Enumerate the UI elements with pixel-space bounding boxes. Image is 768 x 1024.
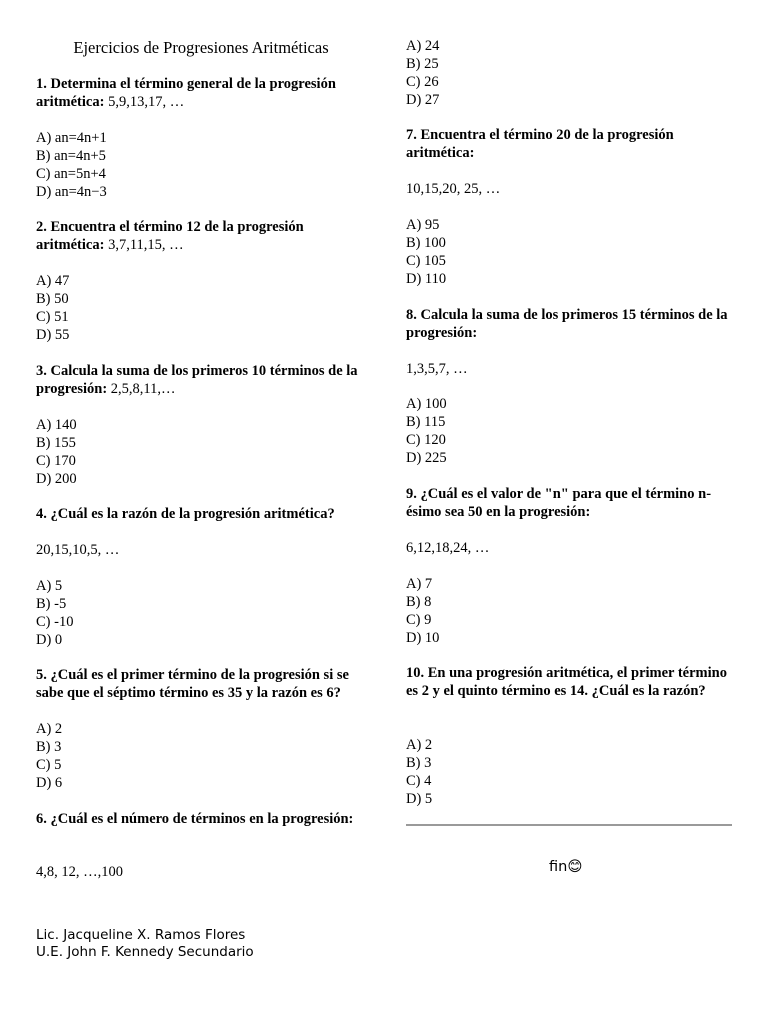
worksheet-title: Ejercicios de Progresiones Aritméticas	[73, 38, 329, 57]
option-a: A) 2	[406, 737, 433, 753]
option-d: D) 200	[36, 471, 77, 487]
option-c: C) 5	[36, 757, 62, 773]
option-b: B) 100	[406, 235, 446, 251]
option-b: B) 115	[406, 414, 446, 430]
question-1-prompt: 1. Determina el término general de la progresión aritmética:	[36, 76, 336, 110]
question-1-sequence: 5,9,13,17, …	[104, 94, 185, 110]
option-a: A) 24	[406, 38, 440, 54]
question-10-prompt: 10. En una progresión aritmética, el primer término es 2 y el quinto término es 14. ¿Cuál es la razón?	[406, 665, 727, 699]
option-a: A) an=4n+1	[36, 130, 107, 146]
option-b: B) 50	[36, 291, 69, 307]
question-3	[36, 362, 371, 398]
question-6	[36, 810, 371, 828]
option-d: D) an=4n−3	[36, 184, 107, 200]
question-4-sequence: 20,15,10,5, …	[36, 542, 120, 558]
option-b: B) 3	[36, 739, 62, 755]
option-d: D) 5	[406, 791, 433, 807]
question-3-options	[36, 416, 77, 488]
option-a: A) 140	[36, 417, 77, 433]
option-c: C) -10	[36, 614, 74, 630]
question-4-prompt: 4. ¿Cuál es la razón de la progresión aritmética?	[36, 506, 335, 522]
question-7-prompt: 7. Encuentra el término 20 de la progresión aritmética:	[406, 127, 674, 161]
option-d: D) 10	[406, 630, 440, 646]
question-8	[406, 306, 741, 342]
author-name: Lic. Jacqueline X. Ramos Flores	[36, 927, 246, 943]
option-a: A) 47	[36, 273, 70, 289]
question-5-prompt: 5. ¿Cuál es el primer término de la progresión si se sabe que el séptimo término es 35 y la razón es 6?	[36, 667, 349, 701]
question-1	[36, 75, 371, 111]
question-8-prompt: 8. Calcula la suma de los primeros 15 términos de la progresión:	[406, 307, 728, 341]
option-c: C) an=5n+4	[36, 166, 106, 182]
option-b: B) 3	[406, 755, 432, 771]
option-d: D) 6	[36, 775, 63, 791]
option-a: A) 7	[406, 576, 433, 592]
option-c: C) 51	[36, 309, 69, 325]
question-1-options	[36, 129, 107, 201]
option-a: A) 2	[36, 721, 63, 737]
question-10	[406, 664, 741, 700]
question-2	[36, 218, 371, 254]
question-2-sequence: 3,7,11,15, …	[104, 237, 184, 253]
question-4-options	[36, 577, 73, 649]
question-5-options	[36, 720, 62, 792]
option-a: A) 95	[406, 217, 440, 233]
footer	[36, 927, 254, 961]
option-d: D) 0	[36, 632, 63, 648]
option-c: C) 4	[406, 773, 432, 789]
question-2-prompt: 2. Encuentra el término 12 de la progresión aritmética:	[36, 219, 304, 253]
question-4	[36, 505, 371, 523]
question-9	[406, 485, 741, 521]
fin-label: fin😊	[549, 859, 583, 875]
option-c: C) 105	[406, 253, 446, 269]
question-3-prompt: 3. Calcula la suma de los primeros 10 términos de la progresión:	[36, 363, 358, 397]
option-b: B) 25	[406, 56, 439, 72]
option-c: C) 120	[406, 432, 446, 448]
question-9-options	[406, 575, 439, 647]
end-divider	[406, 824, 732, 826]
question-8-sequence: 1,3,5,7, …	[406, 361, 468, 377]
question-6-prompt: 6. ¿Cuál es el número de términos en la progresión:	[36, 811, 354, 827]
option-c: C) 9	[406, 612, 432, 628]
option-b: B) 8	[406, 594, 432, 610]
question-9-sequence: 6,12,18,24, …	[406, 540, 490, 556]
question-6-sequence: 4,8, 12, …,100	[36, 864, 123, 880]
question-7-options	[406, 216, 446, 288]
question-6-options	[406, 37, 439, 109]
option-d: D) 110	[406, 271, 447, 287]
question-7-sequence: 10,15,20, 25, …	[406, 181, 501, 197]
question-8-options	[406, 395, 447, 467]
option-d: D) 225	[406, 450, 447, 466]
option-b: B) -5	[36, 596, 67, 612]
question-3-sequence: 2,5,8,11,…	[107, 381, 176, 397]
option-d: D) 55	[36, 327, 70, 343]
question-10-options	[406, 736, 432, 808]
school-name: U.E. John F. Kennedy Secundario	[36, 944, 254, 960]
option-b: B) an=4n+5	[36, 148, 106, 164]
option-c: C) 26	[406, 74, 439, 90]
question-2-options	[36, 272, 69, 344]
option-c: C) 170	[36, 453, 76, 469]
option-d: D) 27	[406, 92, 440, 108]
question-5	[36, 666, 371, 702]
option-a: A) 100	[406, 396, 447, 412]
option-a: A) 5	[36, 578, 63, 594]
question-7	[406, 126, 741, 162]
question-9-prompt: 9. ¿Cuál es el valor de "n" para que el término n-ésimo sea 50 en la progresión:	[406, 486, 712, 520]
option-b: B) 155	[36, 435, 76, 451]
